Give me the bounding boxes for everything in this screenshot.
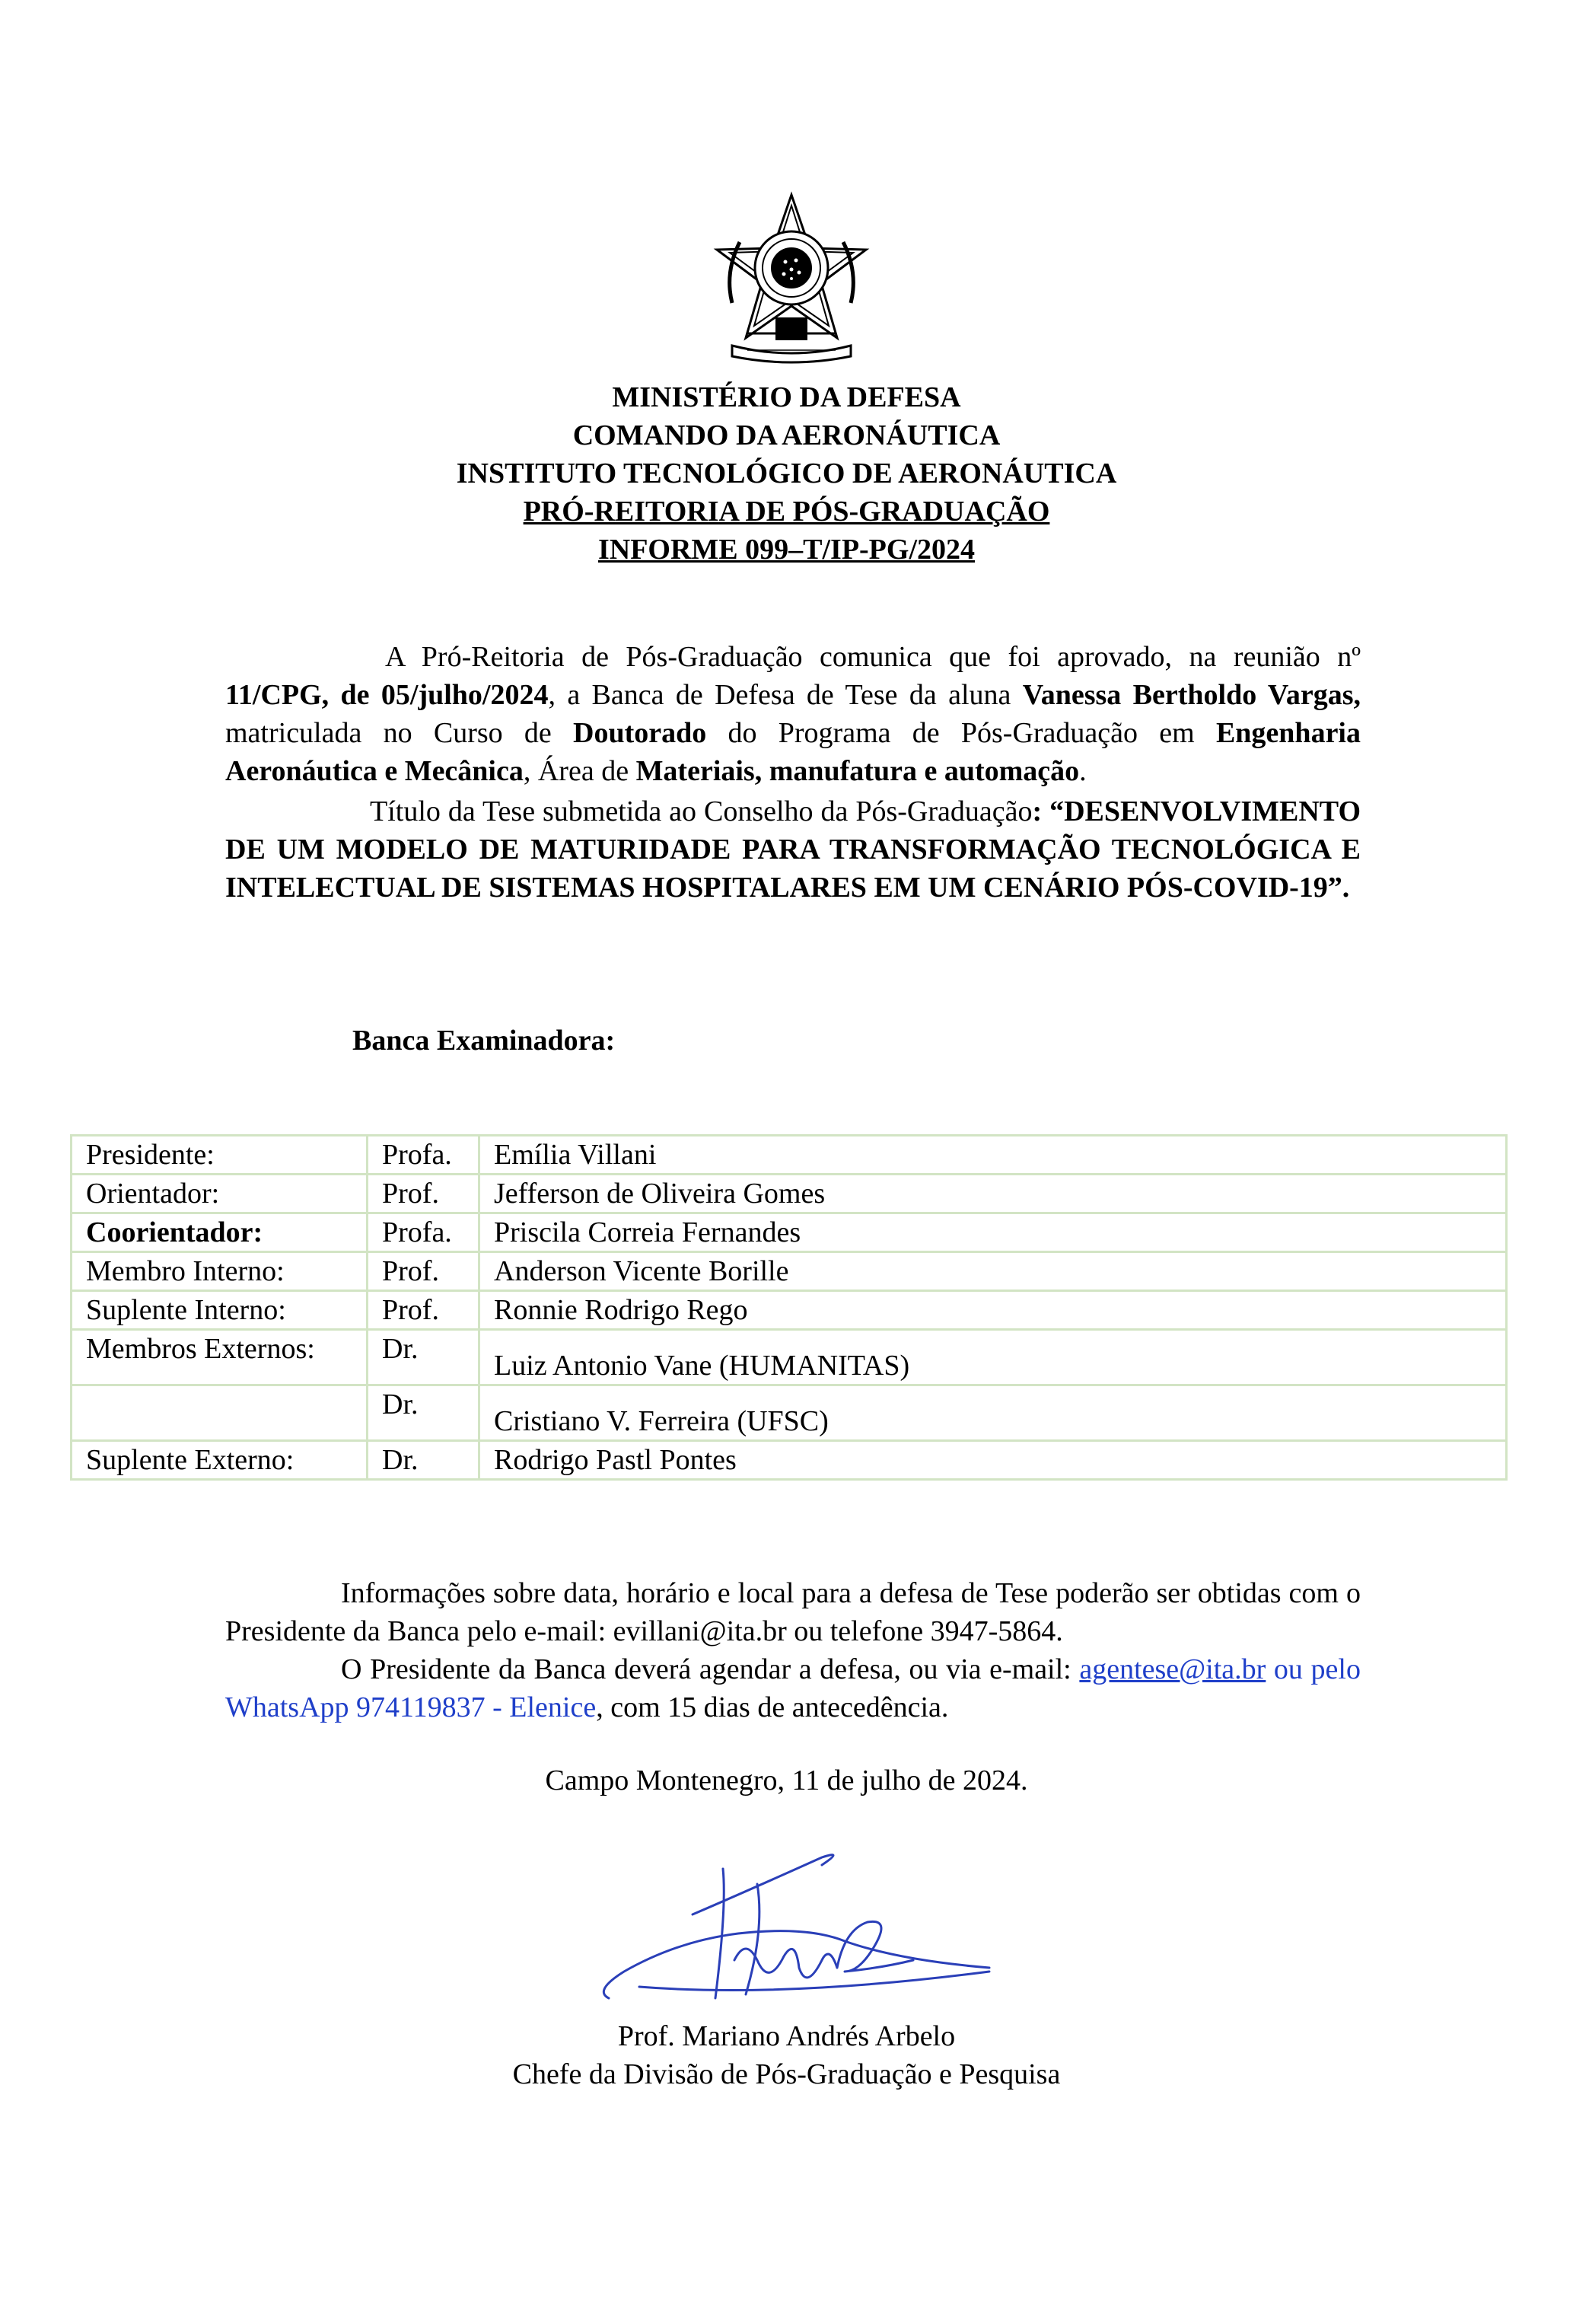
announcement-text-4: do Programa de Pós-Graduação em — [706, 717, 1216, 749]
announcement-text-1: A Pró-Reitoria de Pós-Graduação comunica que foi aprovado, na reunião nº — [385, 641, 1361, 673]
title-cell: Profa. — [368, 1213, 479, 1252]
table-row — [72, 1441, 1507, 1480]
title-cell: Prof. — [368, 1291, 479, 1330]
name-cell: Ronnie Rodrigo Rego — [479, 1291, 1507, 1330]
signer-block — [0, 2017, 1573, 2093]
title-cell: Prof. — [368, 1252, 479, 1291]
committee-heading: Banca Examinadora: — [352, 1025, 616, 1057]
department-line: PRÓ-REITORIA DE PÓS-GRADUAÇÃO — [523, 496, 1050, 528]
table-row — [72, 1291, 1507, 1330]
name-cell: Jefferson de Oliveira Gomes — [479, 1175, 1507, 1213]
name-cell: Cristiano V. Ferreira (UFSC) — [479, 1385, 1507, 1441]
table-row — [72, 1136, 1507, 1175]
signer-name: Prof. Mariano Andrés Arbelo — [617, 2020, 956, 2052]
role-cell: Membro Interno: — [72, 1252, 368, 1291]
scheduling-text-end: , com 15 dias de antecedência. — [596, 1691, 949, 1723]
contact-info — [225, 1574, 1361, 1726]
whatsapp-link[interactable]: ou pelo WhatsApp 974119837 - Elenice — [225, 1653, 1361, 1723]
thesis-paragraph — [225, 792, 1361, 907]
table-row — [72, 1385, 1507, 1441]
institute-line: INSTITUTO TECNOLÓGICO DE AERONÁUTICA — [456, 457, 1117, 489]
name-cell: Rodrigo Pastl Pontes — [479, 1441, 1507, 1480]
table-row — [72, 1213, 1507, 1252]
contact-text: Informações sobre data, horário e local para a defesa de Tese poderão ser obtidas com o Presidente da Banca pelo e-mail: evillani@ita.br ou telefone 3947-5864. — [225, 1577, 1361, 1647]
table-row — [72, 1330, 1507, 1385]
signer-position: Chefe da Divisão de Pós-Graduação e Pesquisa — [512, 2058, 1061, 2090]
thesis-title: “DESENVOLVIMENTO DE UM MODELO DE MATURIDADE PARA TRANSFORMAÇÃO TECNOLÓGICA E INTELECTUAL DE SISTEMAS HOSPITALARES EM UM CENÁRIO PÓS-COVID-19”. — [225, 795, 1361, 904]
date-line: Campo Montenegro, 11 de julho de 2024. — [545, 1765, 1028, 1796]
role-cell: Presidente: — [72, 1136, 368, 1175]
title-cell: Profa. — [368, 1136, 479, 1175]
letterhead — [0, 378, 1573, 569]
announcement-text-2: , a Banca de Defesa de Tese da aluna — [548, 679, 1023, 711]
command-line: COMANDO DA AERONÁUTICA — [572, 419, 1001, 451]
role-cell: Coorientador: — [72, 1213, 368, 1252]
name-cell: Luiz Antonio Vane (HUMANITAS) — [479, 1330, 1507, 1385]
thesis-colon: : — [1032, 795, 1043, 827]
announcement-text-5: , Área de — [523, 755, 636, 787]
title-cell: Prof. — [368, 1175, 479, 1213]
contact-paragraph-2 — [225, 1650, 1361, 1726]
meeting-reference: 11/CPG, de 05/julho/2024 — [225, 679, 549, 711]
name-cell: Priscila Correia Fernandes — [479, 1213, 1507, 1252]
table-row — [72, 1175, 1507, 1213]
title-cell: Dr. — [368, 1441, 479, 1480]
program-name: Engenharia Aeronáutica e Mecânica — [225, 717, 1361, 787]
role-cell: Suplente Interno: — [72, 1291, 368, 1330]
announcement-paragraph — [225, 638, 1361, 790]
email-link[interactable]: agentese@ita.br — [1079, 1653, 1266, 1685]
student-name: Vanessa Bertholdo Vargas, — [1022, 679, 1361, 711]
scheduling-text: O Presidente da Banca deverá agendar a defesa, ou via e-mail: — [341, 1653, 1080, 1685]
ministry-line: MINISTÉRIO DA DEFESA — [612, 381, 961, 413]
role-cell — [72, 1385, 368, 1441]
committee-table — [70, 1134, 1508, 1481]
role-cell: Orientador: — [72, 1175, 368, 1213]
table-row — [72, 1252, 1507, 1291]
handwritten-signature — [594, 1846, 1005, 2010]
contact-paragraph-1 — [225, 1574, 1361, 1650]
role-cell: Membros Externos: — [72, 1330, 368, 1385]
name-cell: Anderson Vicente Borille — [479, 1252, 1507, 1291]
document-number: INFORME 099–T/IP-PG/2024 — [597, 534, 976, 566]
title-cell: Dr. — [368, 1330, 479, 1385]
role-cell: Suplente Externo: — [72, 1441, 368, 1480]
thesis-intro: Título da Tese submetida ao Conselho da Pós-Graduação — [370, 795, 1033, 827]
area-name: Materiais, manufatura e automação — [635, 755, 1080, 787]
name-cell: Emília Villani — [479, 1136, 1507, 1175]
course-name: Doutorado — [573, 717, 707, 749]
announcement-text-3: matriculada no Curso de — [225, 717, 574, 749]
coat-of-arms-emblem — [702, 189, 881, 368]
title-cell: Dr. — [368, 1385, 479, 1441]
announcement-text-6: . — [1079, 755, 1087, 787]
